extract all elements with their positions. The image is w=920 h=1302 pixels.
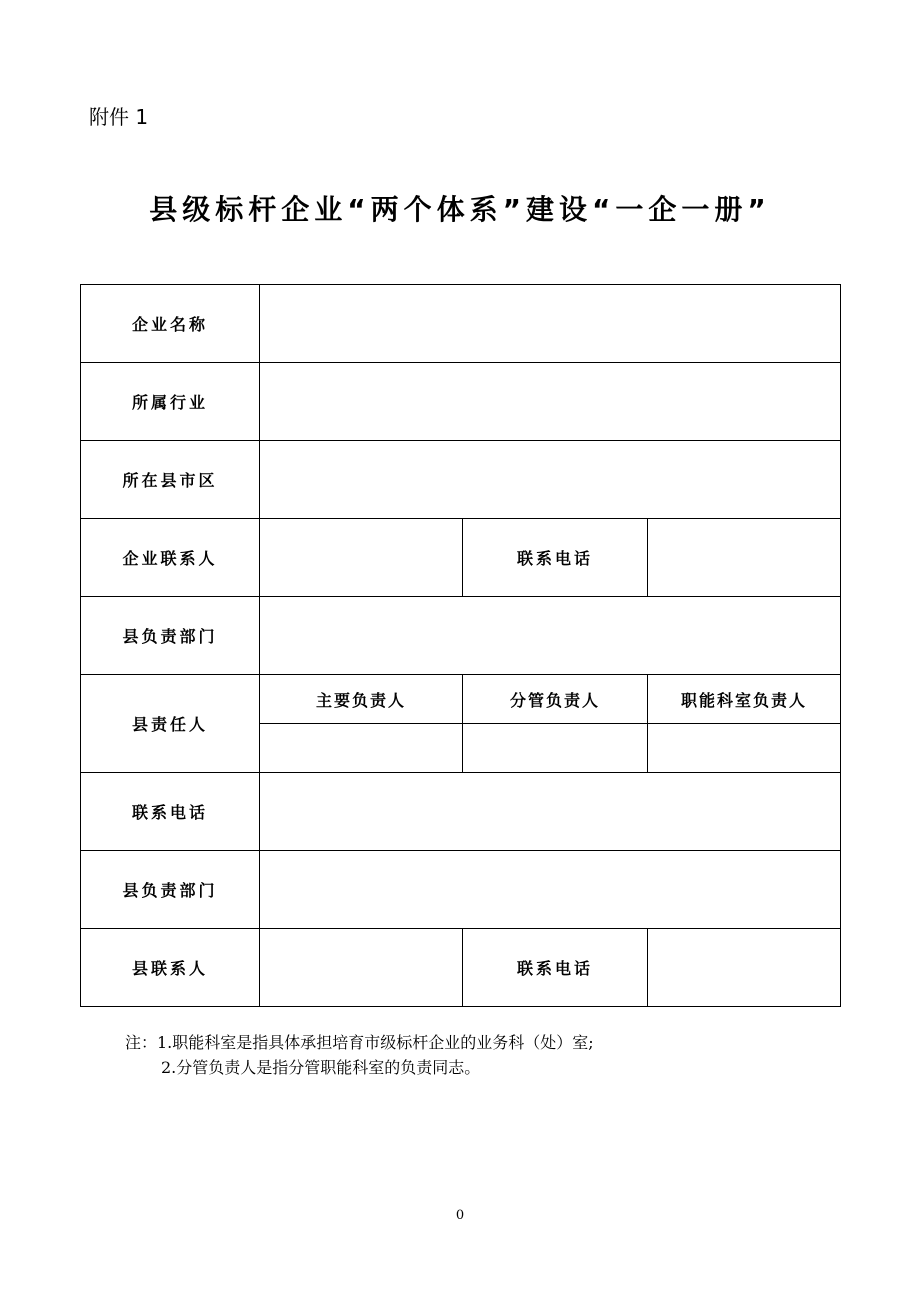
county-contact-label: 县联系人 (81, 929, 260, 1007)
county-district-field[interactable] (260, 441, 841, 519)
row-county-dept-2 (81, 851, 841, 929)
row-industry (81, 363, 841, 441)
county-dept-2-field[interactable] (260, 851, 841, 929)
main-responsible-label: 主要负责人 (260, 675, 463, 724)
note-line-1: 注：1.职能科室是指具体承担培育市级标杆企业的业务科（处）室; (125, 1033, 594, 1052)
county-dept-field[interactable] (260, 597, 841, 675)
document-title: 县级标杆企业“两个体系”建设“一企一册” (149, 193, 771, 226)
row-county-dept (81, 597, 841, 675)
deputy-responsible-field[interactable] (463, 724, 648, 773)
row-company-contact (81, 519, 841, 597)
row-contact-phone (81, 773, 841, 851)
contact-phone-3-label: 联系电话 (463, 929, 648, 1007)
contact-phone-2-label: 联系电话 (81, 773, 260, 851)
row-county-responsible-header (81, 675, 841, 724)
notes (125, 1030, 594, 1080)
section-responsible-label: 职能科室负责人 (648, 675, 841, 724)
deputy-responsible-label: 分管负责人 (463, 675, 648, 724)
contact-phone-2-field[interactable] (260, 773, 841, 851)
contact-phone-3-field[interactable] (648, 929, 841, 1007)
county-district-label: 所在县市区 (81, 441, 260, 519)
industry-label: 所属行业 (81, 363, 260, 441)
contact-phone-field[interactable] (648, 519, 841, 597)
company-contact-field[interactable] (260, 519, 463, 597)
industry-field[interactable] (260, 363, 841, 441)
county-responsible-label: 县责任人 (81, 675, 260, 773)
contact-phone-label: 联系电话 (463, 519, 648, 597)
row-county-district (81, 441, 841, 519)
page-number: 0 (455, 1208, 465, 1223)
county-dept-label: 县负责部门 (81, 597, 260, 675)
county-dept-2-label: 县负责部门 (81, 851, 260, 929)
main-responsible-field[interactable] (260, 724, 463, 773)
attachment-label: 附件 1 (89, 105, 149, 129)
registration-form-table (80, 284, 841, 1007)
section-responsible-field[interactable] (648, 724, 841, 773)
row-company-name (81, 285, 841, 363)
company-name-label: 企业名称 (81, 285, 260, 363)
company-contact-label: 企业联系人 (81, 519, 260, 597)
company-name-field[interactable] (260, 285, 841, 363)
county-contact-field[interactable] (260, 929, 463, 1007)
note-line-2: 2.分管负责人是指分管职能科室的负责同志。 (161, 1058, 481, 1077)
row-county-contact (81, 929, 841, 1007)
